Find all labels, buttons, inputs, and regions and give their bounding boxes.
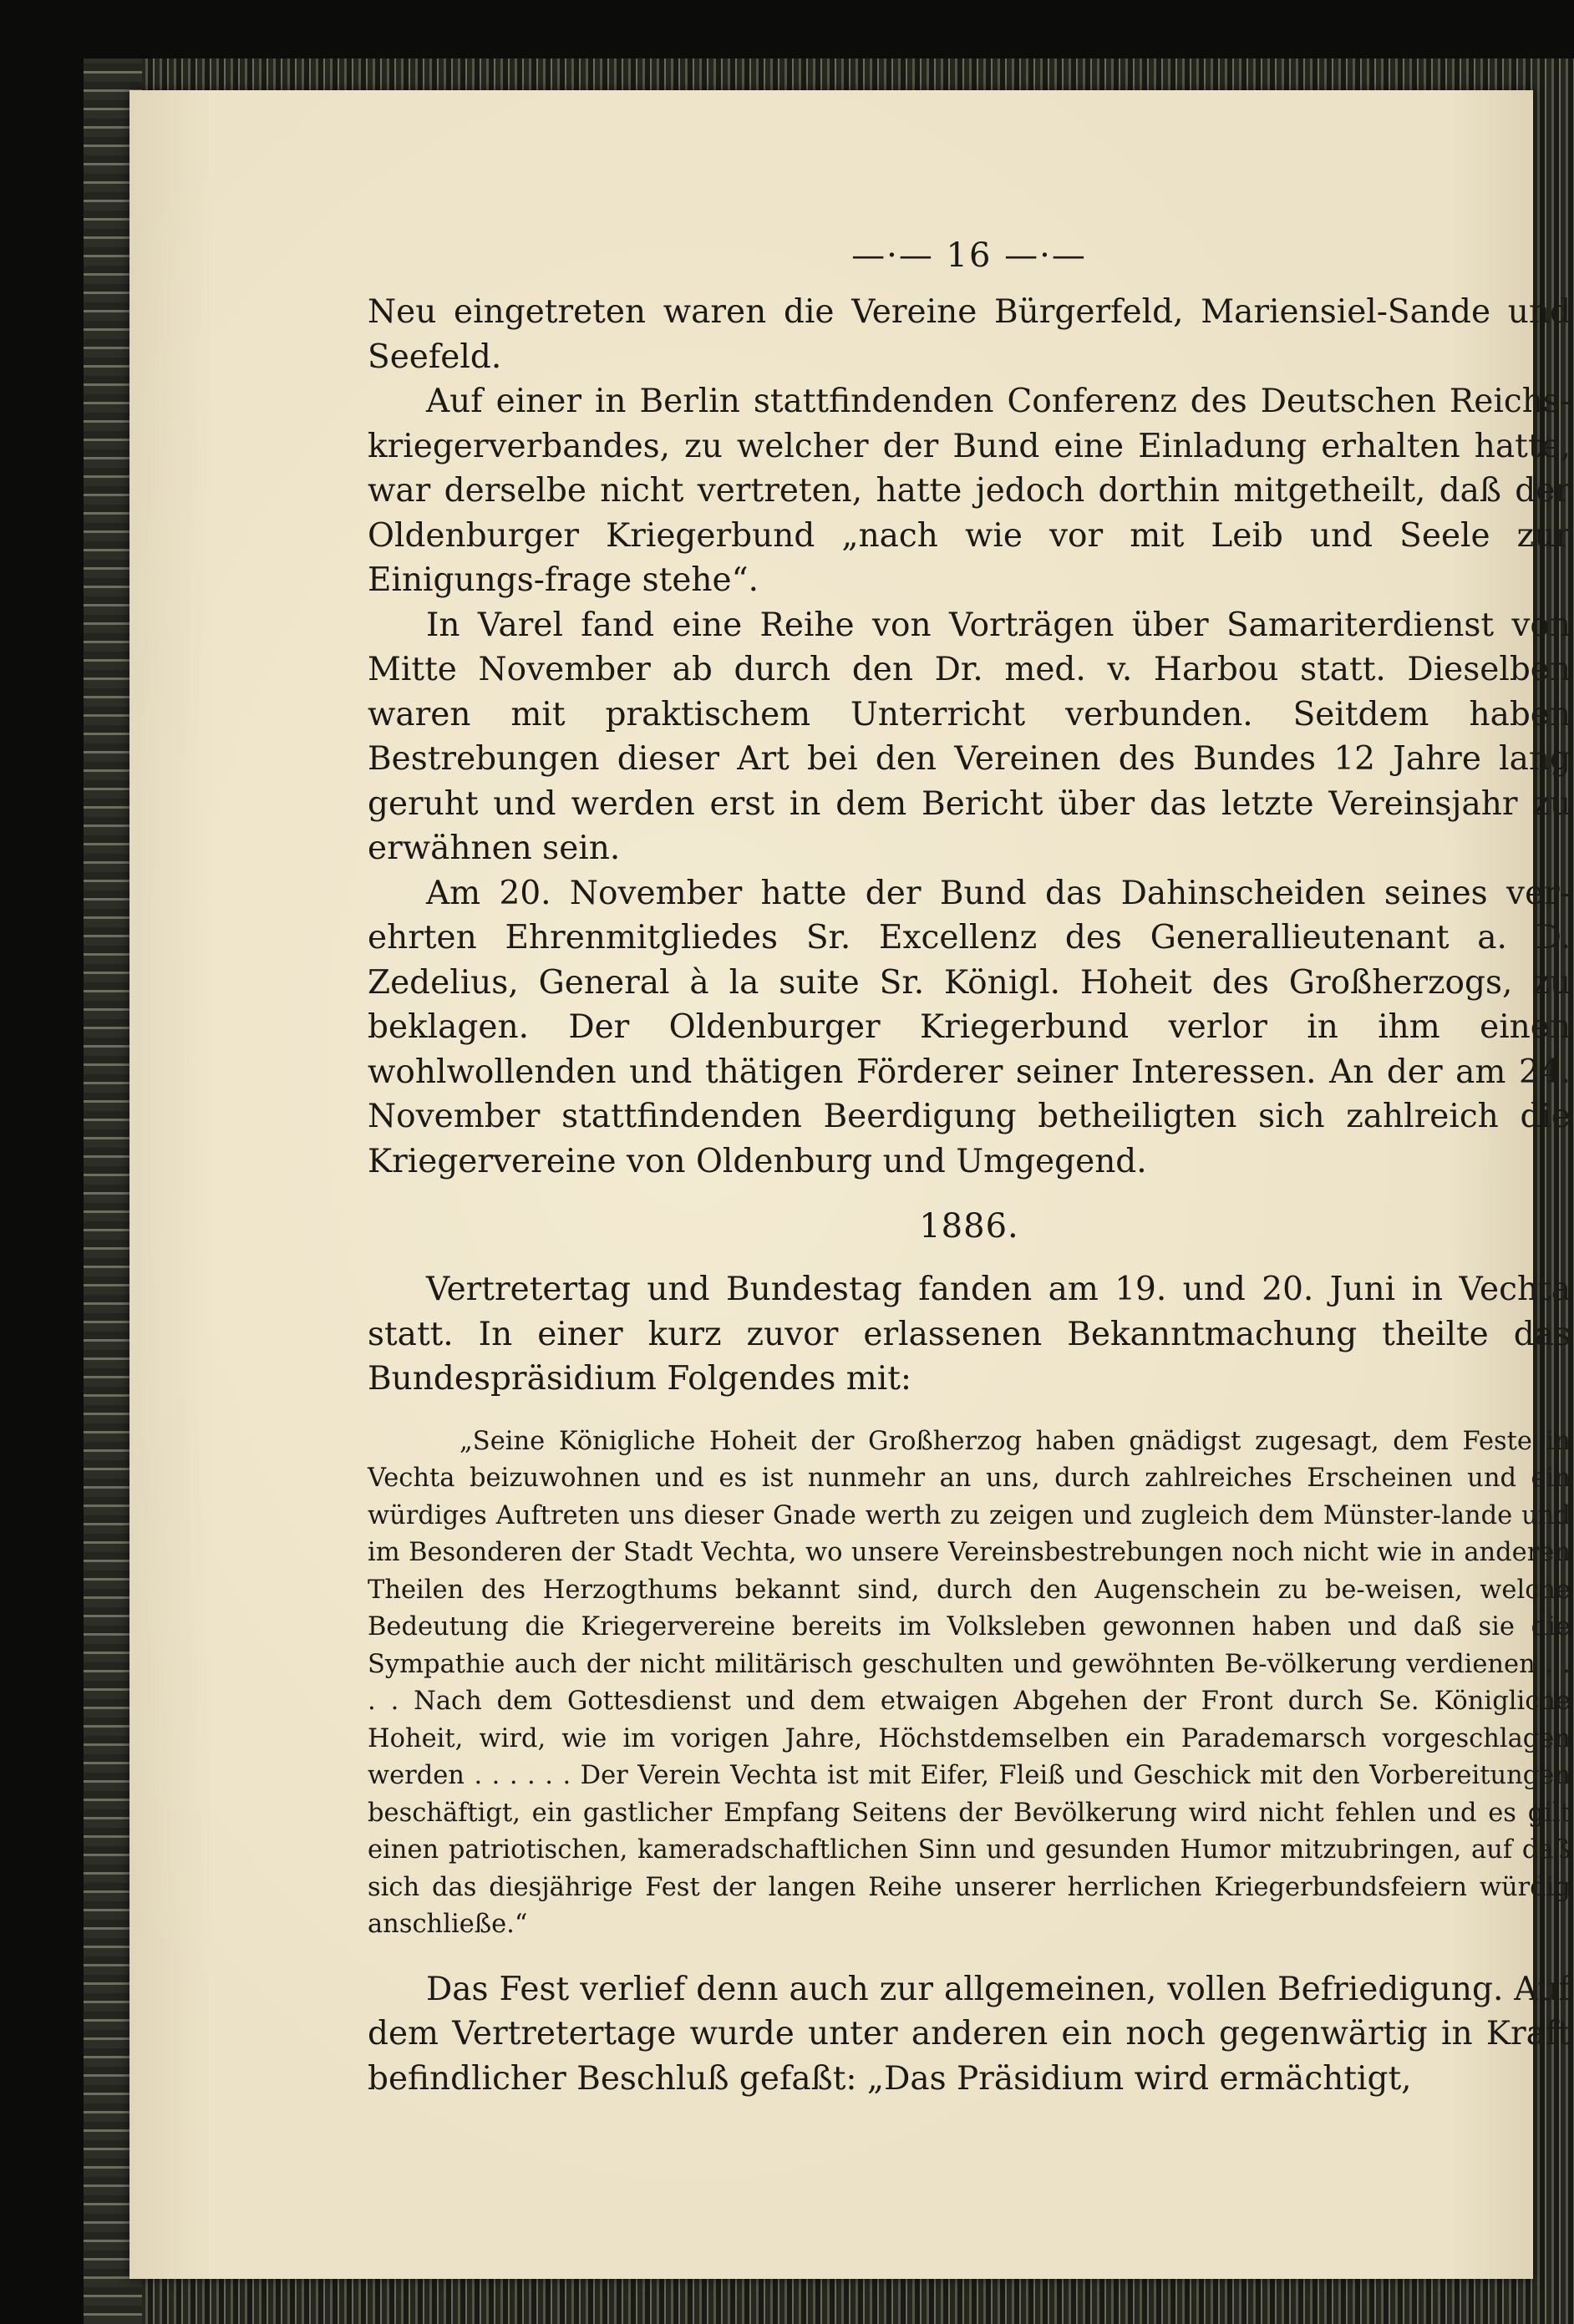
- paragraph-berlin-conference: Auf einer in Berlin stattfindenden Conferenz des Deutschen Reichs-kriegerverbandes, zu welcher der Bund eine Einladung erhalten hatte, war derselbe nicht vertreten, hatte jedoch dorthin mitgetheilt, daß der Oldenburger Kriegerbund „nach wie vor mit Leib und Seele zur Einigungs-frage stehe“.: [368, 383, 1571, 599]
- quoted-announcement: „Seine Königliche Hoheit der Großherzog haben gnädigst zugesagt, dem Feste in Vechta beizuwohnen und es ist nunmehr an uns, durch zahlreiches Erscheinen und ein würdiges Auftreten uns dieser Gnade werth zu zeigen und zugleich dem Münster-lande und im Besonderen der Stadt Vechta, wo unsere Vereinsbestrebungen noch nicht wie in anderen Theilen des Herzogthums bekannt sind, durch den Augenschein zu be-weisen, welche Bedeutung die Kriegervereine bereits im Volksleben gewonnen haben und daß sie die Sympathie auch der nicht militärisch geschulten und gewöhnten Be-völkerung verdienen . . . . Nach dem Gottesdienst und dem etwaigen Abgehen der Front durch Se. Königliche Hoheit, wird, wie im vorigen Jahre, Höchstdemselben ein Parademarsch vorgeschlagen werden . . . . . . Der Verein Vechta ist mit Eifer, Fleiß und Geschick mit den Vorbereitungen beschäftigt, ein gastlicher Empfang Seitens der Bevölkerung wird nicht fehlen und es gilt einen patriotischen, kameradschaftlichen Sinn und gesunden Humor mitzubringen, auf daß sich das diesjährige Fest der langen Reihe unserer herrlichen Kriegerbundsfeiern würdig anschließe.“: [368, 1426, 1571, 1939]
- paragraph-vechta-intro: Vertretertag und Bundestag fanden am 19. und 20. Juni in Vechta statt. In einer kurz zuvor erlassenen Bekanntmachung theilte das Bundespräsidium Folgendes mit:: [368, 1271, 1571, 1398]
- page-content: [368, 236, 1571, 2101]
- page-number: 16: [946, 236, 993, 275]
- book-page: [129, 90, 1571, 2279]
- page-number-header: [368, 236, 1571, 275]
- page-number-dash-left: —·—: [851, 236, 934, 275]
- paragraph-zedelius-death: Am 20. November hatte der Bund das Dahinscheiden seines ver-ehrten Ehrenmitgliedes Sr. Excellenz des Generallieutenant a. D. Zedelius, General à la suite Sr. Königl. Hoheit des Großherzogs, zu beklagen. Der Oldenburger Kriegerbund verlor in ihm einen wohlwollenden und thätigen Förderer seiner Interessen. An der am 24. November stattfindenden Beerdigung betheiligten sich zahlreich die Kriegervereine von Oldenburg und Umgegend.: [368, 874, 1571, 1180]
- paragraph-varel-lectures: In Varel fand eine Reihe von Vorträgen über Samariterdienst von Mitte November ab durch den Dr. med. v. Harbou statt. Dieselben waren mit praktischem Unterricht verbunden. Seitdem haben Bestrebungen dieser Art bei den Vereinen des Bundes 12 Jahre lang geruht und werden erst in dem Bericht über das letzte Vereinsjahr zu erwähnen sein.: [368, 606, 1571, 867]
- year-heading: 1886.: [919, 1207, 1019, 1246]
- paragraph-new-members: Neu eingetreten waren die Vereine Bürgerfeld, Mariensiel-Sande und Seefeld.: [368, 293, 1571, 376]
- page-number-dash-right: —·—: [1004, 236, 1087, 275]
- paragraph-fest-result: Das Fest verlief denn auch zur allgemeinen, vollen Befriedigung. Auf dem Vertretertage wurde unter anderen ein noch gegenwärtig in Kraft befindlicher Beschluß gefaßt: „Das Präsidium wird ermächtigt,: [368, 1970, 1571, 2098]
